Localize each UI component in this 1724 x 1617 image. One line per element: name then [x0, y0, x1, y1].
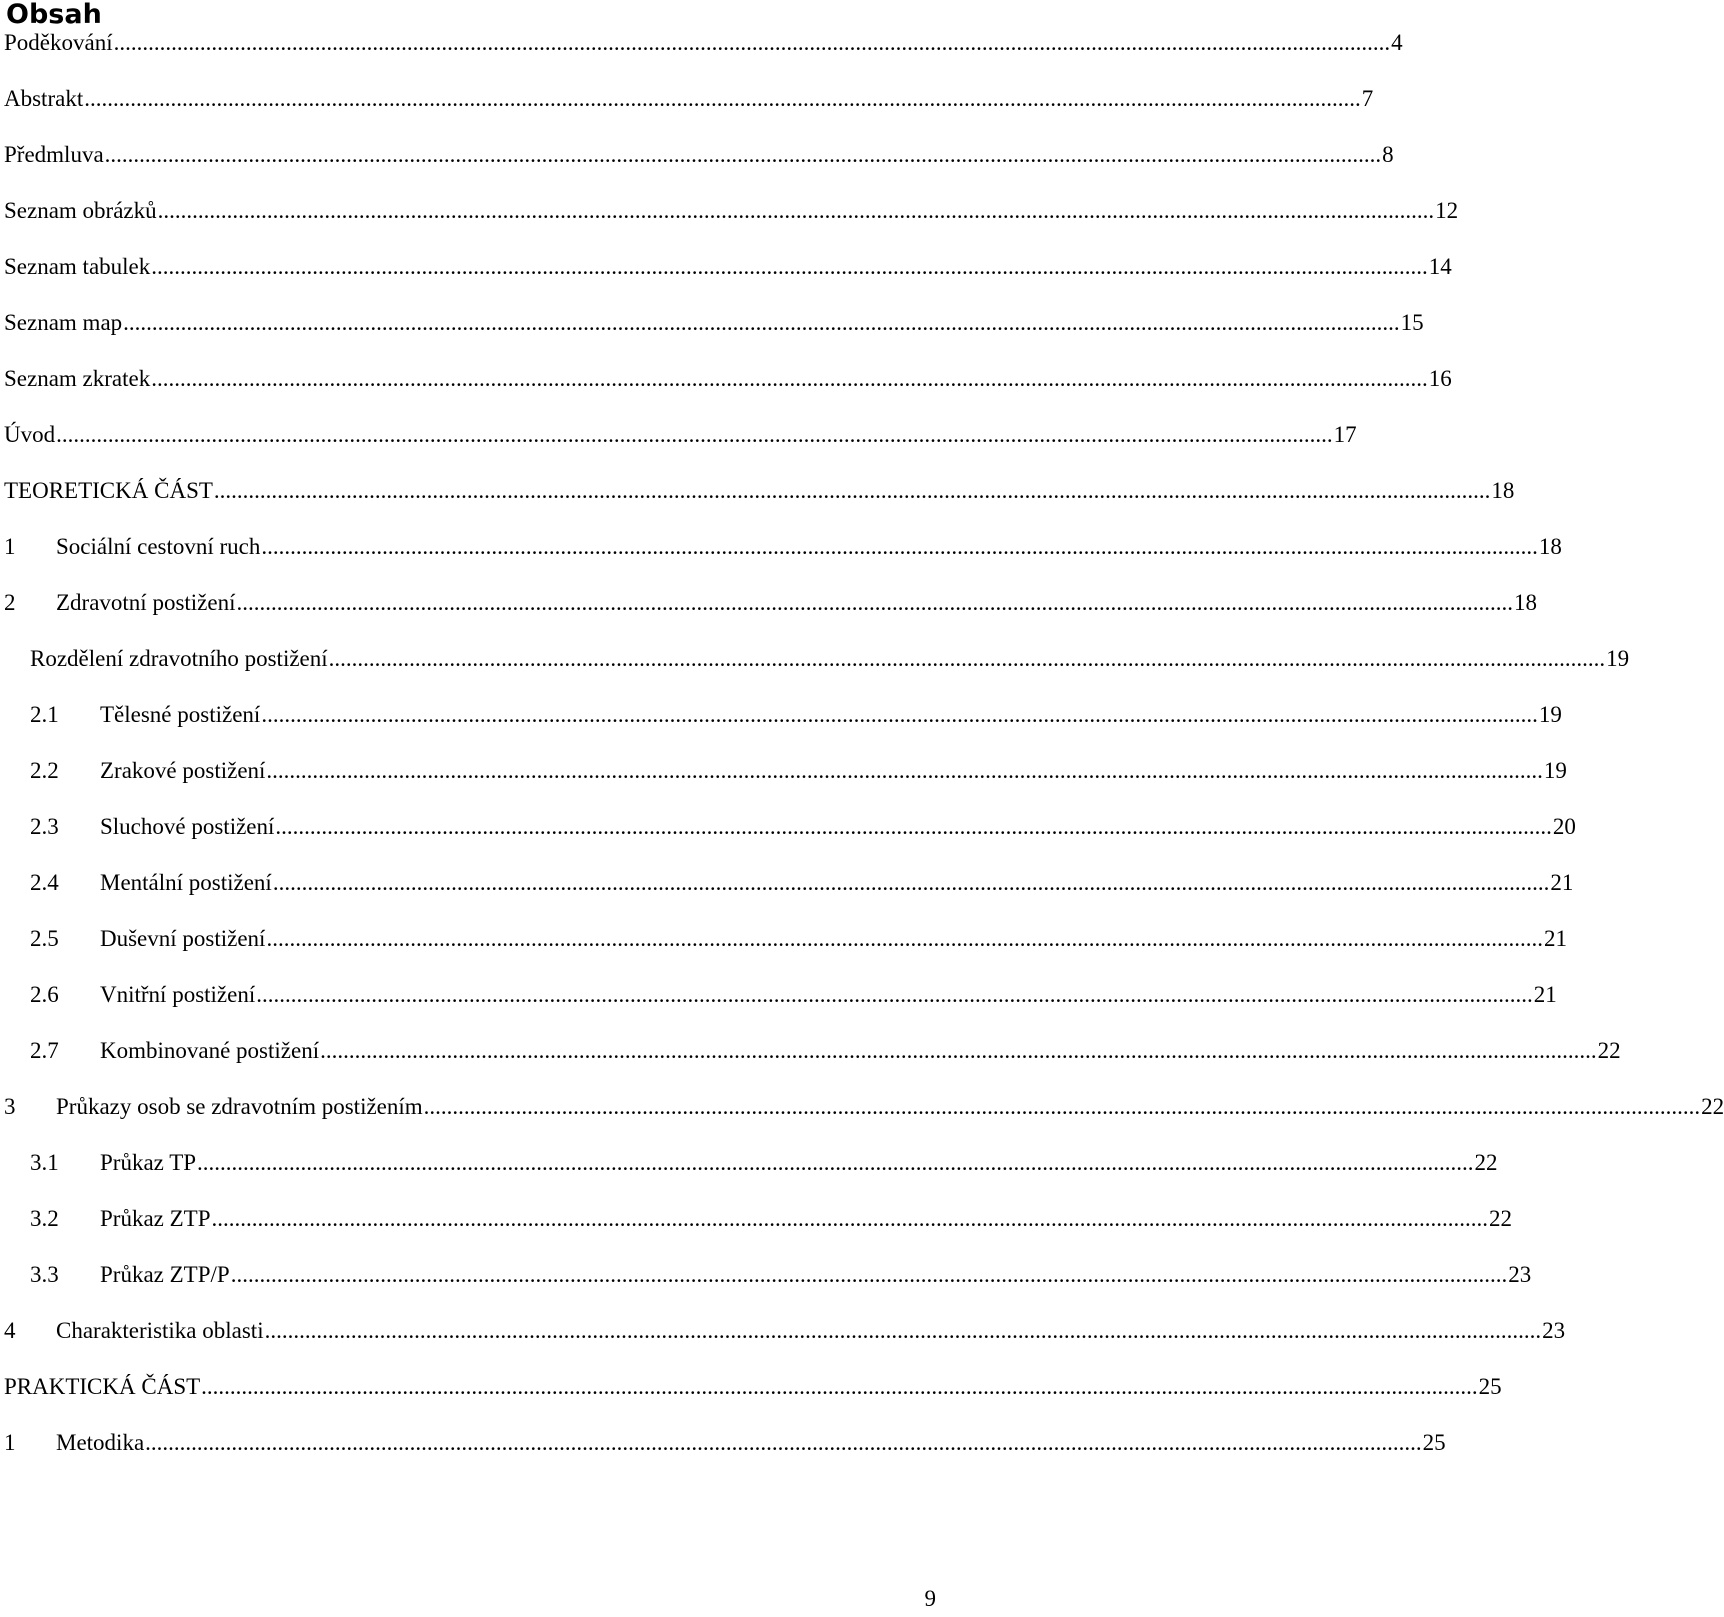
toc-entry[interactable]: [0, 975, 1557, 1009]
toc-entry-page: 12: [1435, 198, 1459, 223]
toc-entry-page: 25: [1422, 1430, 1446, 1455]
toc-entry-label: Seznam tabulek: [4, 254, 151, 279]
toc-entry-page: 22: [1701, 1094, 1724, 1119]
toc-entry[interactable]: [0, 415, 1357, 449]
toc-leader-dots: ..............................................................................................................................................................................................................................: [264, 1318, 1542, 1343]
toc-entry-label: Rozdělení zdravotního postižení: [30, 646, 328, 671]
toc-leader-dots: ..............................................................................................................................................................................................................................: [261, 534, 1538, 559]
toc-leader-dots: ..............................................................................................................................................................................................................................: [197, 1150, 1474, 1175]
toc-entry[interactable]: [0, 695, 1562, 729]
toc-entry-label: Kombinované postižení: [100, 1038, 320, 1063]
toc-entry[interactable]: [0, 1367, 1502, 1401]
toc-leader-dots: ..............................................................................................................................................................................................................................: [320, 1038, 1597, 1063]
toc-leader-dots: ..............................................................................................................................................................................................................................: [256, 982, 1533, 1007]
toc-entry-label: Sluchové postižení: [100, 814, 275, 839]
toc-entry-number: 2.1: [30, 702, 59, 727]
toc-entry-label: Průkaz TP: [100, 1150, 197, 1175]
toc-entry[interactable]: [0, 863, 1574, 897]
toc-entry[interactable]: [0, 527, 1562, 561]
toc-entry-label: Průkaz ZTP: [100, 1206, 211, 1231]
toc-leader-dots: ..............................................................................................................................................................................................................................: [275, 814, 1552, 839]
toc-entry-page: 22: [1597, 1038, 1621, 1063]
toc-entry-number: 2.6: [30, 982, 59, 1007]
toc-entry-label: Zdravotní postižení: [56, 590, 236, 615]
toc-entry-number: 3.1: [30, 1150, 59, 1175]
toc-entry[interactable]: [0, 1087, 1724, 1121]
toc-entry-page: 8: [1382, 142, 1394, 167]
toc-leader-dots: ..............................................................................................................................................................................................................................: [201, 1374, 1478, 1399]
toc-entry-page: 15: [1400, 310, 1424, 335]
toc-entry-page: 16: [1428, 366, 1452, 391]
toc-entry-number: 2.3: [30, 814, 59, 839]
toc-entry[interactable]: [0, 1255, 1532, 1289]
toc-entry[interactable]: [0, 1143, 1498, 1177]
toc-entry-page: 18: [1538, 534, 1562, 559]
toc-entry-page: 22: [1489, 1206, 1513, 1231]
toc-entry-number: 3: [4, 1094, 16, 1119]
toc-leader-dots: ..............................................................................................................................................................................................................................: [123, 310, 1400, 335]
toc-entry-label: Seznam zkratek: [4, 366, 151, 391]
toc-entry-page: 21: [1550, 870, 1574, 895]
toc-entry-page: 17: [1333, 422, 1357, 447]
toc-entry-page: 7: [1361, 86, 1374, 111]
toc-entry-page: 21: [1543, 926, 1567, 951]
toc-leader-dots: ..............................................................................................................................................................................................................................: [104, 142, 1382, 167]
toc-entry-page: 23: [1508, 1262, 1532, 1287]
toc-entry-label: Abstrakt: [4, 86, 84, 111]
toc-leader-dots: ..............................................................................................................................................................................................................................: [266, 758, 1543, 783]
toc-entry[interactable]: [0, 639, 1630, 673]
toc-entry-label: Vnitřní postižení: [100, 982, 256, 1007]
toc-entry-label: PRAKTICKÁ ČÁST: [4, 1374, 201, 1399]
toc-entry-number: 3.2: [30, 1206, 59, 1231]
toc-leader-dots: ..............................................................................................................................................................................................................................: [151, 254, 1428, 279]
toc-leader-dots: ..............................................................................................................................................................................................................................: [266, 926, 1543, 951]
toc-entry-page: 14: [1428, 254, 1452, 279]
toc-entry-number: 1: [4, 534, 16, 559]
toc-leader-dots: ..............................................................................................................................................................................................................................: [151, 366, 1428, 391]
toc-entry-number: 2: [4, 590, 16, 615]
toc-entry[interactable]: [0, 583, 1537, 617]
toc-entry[interactable]: [0, 919, 1567, 953]
toc-entry-page: 22: [1474, 1150, 1498, 1175]
toc-leader-dots: ..............................................................................................................................................................................................................................: [328, 646, 1606, 671]
toc-entry[interactable]: [0, 1199, 1513, 1233]
toc-entry[interactable]: [0, 23, 1403, 57]
toc-entry-number: 4: [4, 1318, 16, 1343]
toc-leader-dots: ..............................................................................................................................................................................................................................: [272, 870, 1550, 895]
toc-entry-label: Zrakové postižení: [100, 758, 266, 783]
toc-entry-label: Metodika: [56, 1430, 145, 1455]
toc-entry-page: 25: [1478, 1374, 1502, 1399]
toc-entry-page: 4: [1391, 30, 1403, 55]
toc-entry-page: 18: [1491, 478, 1515, 503]
toc-leader-dots: ..............................................................................................................................................................................................................................: [145, 1430, 1422, 1455]
toc-title: Obsah: [6, 0, 102, 30]
toc-entry-number: 2.4: [30, 870, 59, 895]
toc-entry[interactable]: [0, 359, 1452, 393]
toc-entry-label: Seznam map: [4, 310, 123, 335]
toc-entry[interactable]: [0, 135, 1394, 169]
toc-entry[interactable]: [0, 1311, 1566, 1345]
toc-entry-number: 2.2: [30, 758, 59, 783]
toc-entry[interactable]: [0, 247, 1452, 281]
toc-entry-page: 19: [1606, 646, 1630, 671]
toc-entry-number: 2.5: [30, 926, 59, 951]
toc-entry[interactable]: [0, 79, 1374, 113]
toc-entry-label: Charakteristika oblasti: [56, 1318, 264, 1343]
toc-entry-label: Úvod: [4, 422, 56, 447]
toc-entry-label: Mentální postižení: [100, 870, 272, 895]
toc-entry[interactable]: [0, 1423, 1446, 1457]
toc-entry-label: Duševní postižení: [100, 926, 266, 951]
toc-leader-dots: ..............................................................................................................................................................................................................................: [211, 1206, 1489, 1231]
toc-entry-label: Průkazy osob se zdravotním postižením: [56, 1094, 423, 1119]
toc-entry[interactable]: [0, 751, 1567, 785]
toc-entry-number: 2.7: [30, 1038, 59, 1063]
toc-entry-number: 3.3: [30, 1262, 59, 1287]
toc-entry-page: 21: [1533, 982, 1557, 1007]
toc-entry-label: TEORETICKÁ ČÁST: [4, 478, 213, 503]
toc-entry[interactable]: [0, 303, 1424, 337]
toc-entry-label: Průkaz ZTP/P: [100, 1262, 230, 1287]
toc-leader-dots: ..............................................................................................................................................................................................................................: [157, 198, 1435, 223]
toc-entry-label: Předmluva: [4, 142, 104, 167]
toc-entry-page: 19: [1543, 758, 1567, 783]
toc-entry-number: 1: [4, 1430, 16, 1455]
toc-entry-page: 20: [1552, 814, 1576, 839]
toc-entry[interactable]: [0, 807, 1576, 841]
toc-entry-page: 23: [1542, 1318, 1566, 1343]
toc-entry-label: Tělesné postižení: [100, 702, 261, 727]
toc-entry-label: Sociální cestovní ruch: [56, 534, 261, 559]
toc-entry[interactable]: [0, 471, 1515, 505]
page-number: 9: [924, 1586, 936, 1611]
toc-entry-page: 19: [1538, 702, 1562, 727]
toc-leader-dots: ..............................................................................................................................................................................................................................: [236, 590, 1513, 615]
toc-leader-dots: ..............................................................................................................................................................................................................................: [113, 30, 1391, 55]
toc-leader-dots: ..............................................................................................................................................................................................................................: [261, 702, 1538, 727]
toc-leader-dots: ..............................................................................................................................................................................................................................: [56, 422, 1333, 447]
toc-entry[interactable]: [0, 1031, 1621, 1065]
toc-entry-label: Seznam obrázků: [4, 198, 157, 223]
toc-leader-dots: ..............................................................................................................................................................................................................................: [423, 1094, 1701, 1119]
toc-leader-dots: ..............................................................................................................................................................................................................................: [84, 86, 1361, 111]
toc-leader-dots: ..............................................................................................................................................................................................................................: [230, 1262, 1508, 1287]
toc-entry-label: Poděkování: [4, 30, 113, 55]
toc-entry-page: 18: [1514, 590, 1537, 615]
toc-entry[interactable]: [0, 191, 1459, 225]
toc-leader-dots: ..............................................................................................................................................................................................................................: [213, 478, 1491, 503]
